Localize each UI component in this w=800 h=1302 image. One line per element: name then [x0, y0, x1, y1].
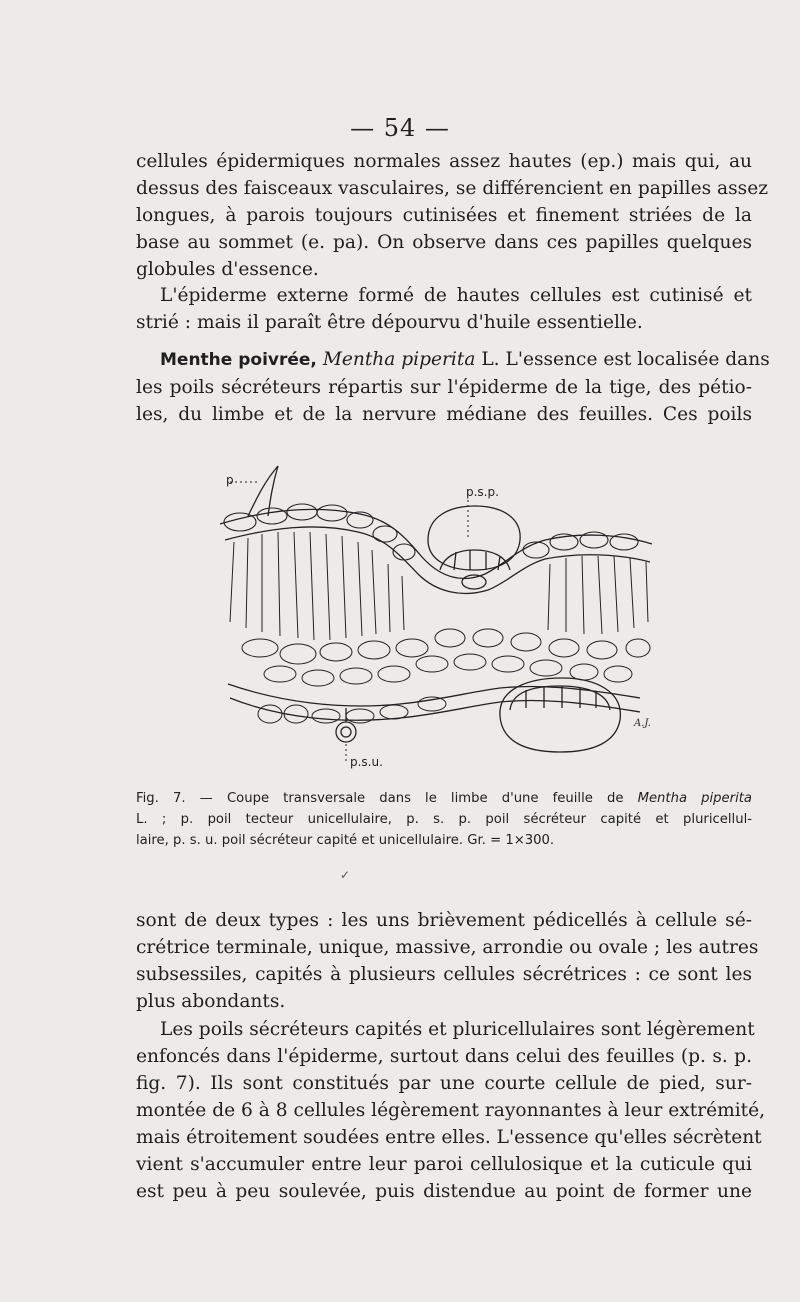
text-line: crétrice terminale, unique, massive, arrondie ou ovale ; les autres [136, 937, 759, 958]
text-line [136, 346, 770, 374]
palisade-cells [230, 532, 648, 640]
page-number: — 54 — [350, 114, 450, 142]
text-line: Les poils sécréteurs capités et pluricellulaires sont légèrement [160, 1019, 755, 1040]
paragraph-5 [136, 907, 759, 1015]
stray-mark: ✓ [340, 868, 351, 882]
text-line: cellules épidermiques normales assez hautes (ep.) mais qui, au [136, 151, 752, 172]
lower-epidermal-cells [258, 697, 446, 723]
latin-name: Mentha piperita [322, 349, 476, 370]
paragraph-3 [136, 346, 770, 428]
spongy-tissue [242, 629, 650, 686]
figure-caption [136, 788, 752, 851]
label-psu: p.s.u. [350, 755, 383, 769]
label-p: p [226, 473, 234, 487]
label-psp: p.s.p. [466, 485, 499, 499]
text-line: subsessiles, capités à plusieurs cellules sécrétrices : ce sont les [136, 964, 752, 985]
text-line: globules d'essence. [136, 259, 319, 280]
text-line: montée de 6 à 8 cellules légèrement rayonnantes à leur extrémité, [136, 1100, 766, 1121]
text-line: dessus des faisceaux vasculaires, se différencient en papilles assez [136, 178, 769, 199]
section-heading: Menthe poivrée, [160, 350, 317, 370]
text-line: enfoncés dans l'épiderme, surtout dans celui des feuilles (p. s. p. [136, 1046, 752, 1067]
caption-line: L. ; p. poil tecteur unicellulaire, p. s. p. poil sécréteur capité et pluricellul- [136, 812, 752, 827]
caption-text: — Coupe transversale dans le limbe d'une feuille de [185, 791, 638, 806]
text-line: les, du limbe et de la nervure médiane des feuilles. Ces poils [136, 404, 752, 425]
text-line: strié : mais il paraît être dépourvu d'huile essentielle. [136, 312, 643, 333]
pluricellular-secretory-hair [428, 506, 520, 589]
caption-latin: Mentha piperita [637, 791, 752, 806]
lower-secretory-hair [500, 678, 620, 752]
caption-fig-number: Fig. 7. [136, 791, 186, 806]
paragraph-1 [136, 148, 769, 283]
caption-line: laire, p. s. u. poil sécréteur capité et unicellulaire. Gr. = 1×300. [136, 833, 555, 848]
paragraph-2 [136, 282, 752, 336]
text-line: L'épiderme externe formé de hautes cellules est cutinisé et [160, 285, 752, 306]
text-line: les poils sécréteurs répartis sur l'épiderme de la tige, des pétio- [136, 377, 752, 398]
text-line: est peu à peu soulevée, puis distendue au point de former une [136, 1181, 752, 1202]
artist-initials: A.J. [634, 718, 651, 729]
text-line: plus abondants. [136, 991, 286, 1012]
text-line: mais étroitement soudées entre elles. L'essence qu'elles sécrètent [136, 1127, 762, 1148]
paragraph-6 [136, 1016, 766, 1205]
text-line: fig. 7). Ils sont constitués par une courte cellule de pied, sur- [136, 1073, 752, 1094]
text-fragment: L. L'essence est localisée dans [475, 349, 770, 370]
lower-epidermis-outer [230, 698, 640, 720]
leaf-section-drawing [200, 452, 670, 772]
text-line: sont de deux types : les uns brièvement pédicellés à cellule sé- [136, 910, 752, 931]
leaf-section-figure [200, 452, 670, 772]
text-line: base au sommet (e. pa). On observe dans ces papilles quelques [136, 232, 752, 253]
text-line: vient s'accumuler entre leur paroi cellulosique et la cuticule qui [136, 1154, 752, 1175]
text-line: longues, à parois toujours cutinisées et finement striées de la [136, 205, 752, 226]
caption-line [136, 788, 752, 809]
